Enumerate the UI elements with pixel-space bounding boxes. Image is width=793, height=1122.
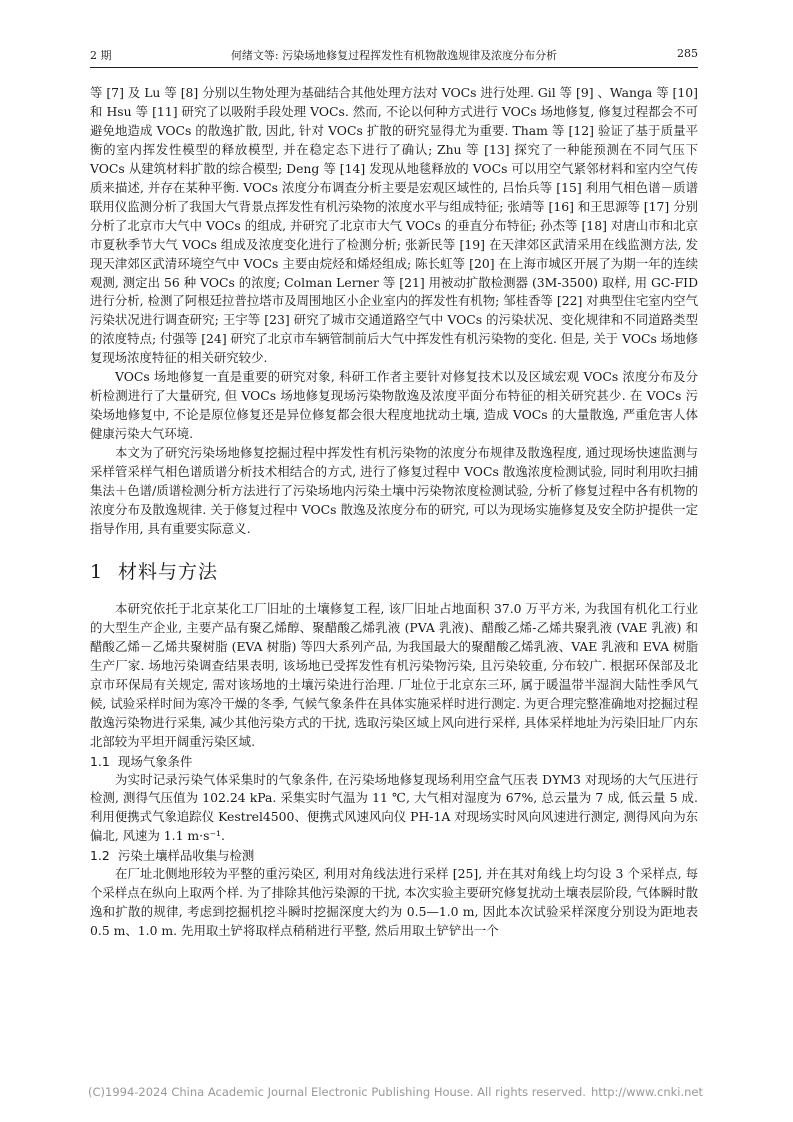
copyright-notice: (C)1994-2024 China Academic Journal Electronic Publishing House. All rights reserved. bbox=[88, 1085, 586, 1099]
paragraph-intro-3: 本文为了研究污染场地修复挖掘过程中挥发性有机污染物的浓度分布规律及散逸程度, 通过现场快速监测与采样管采样气相色谱质谱分析技术相结合的方式, 进行了修复过程中 VOCs 散逸浓度检测试验, 同时利用吹扫捕集法＋色谱/质谱检测分析方法进行了污染场地内污染土壤中污染物浓度检测试验, 分析了修复过程中各有机物的浓度分布及散逸规律. 关于修复过程中 VOCs 散逸及浓度分布的研究, 可以为现场实施修复及安全防护提供一定指导作用, 具有重要实际意义. bbox=[90, 445, 698, 536]
page-number: 285 bbox=[677, 47, 698, 60]
paragraph-methods-1: 本研究依托于北京某化工厂旧址的土壤修复工程, 该厂旧址占地面积 37.0 万平方米, 为我国有机化工行业的大型生产企业, 主要产品有聚乙烯醇、聚醋酸乙烯乳液 (PVA 乳液)、醋酸乙烯-乙烯共聚乳液 (VAE 乳液) 和醋酸乙烯－乙烯共聚树脂 (EVA 树脂) 等四大系列产品, 为我国最大的聚醋酸乙烯乳液、VAE 乳液和 EVA 树脂生产厂家. 场地污染调查结果表明, 该场地已受挥发性有机污染物污染, 且污染较重, 分布较广. 根据环保部及北京市环保局有关规定, 需对该场地的土壤污染进行治理. 厂址位于北京东三环, 属于暖温带半湿润大陆性季风气候, 试验采样时间为寒冷干燥的冬季, 气候气象条件在具体实施采样时进行测定. 为更合理完整准确地对挖掘过程散逸污染物进行采集, 减少其他污染方式的干扰, 选取污染区域上风向进行采样, 具体采样地址为污染旧址厂内东北部较为平坦开阔重污染区域. bbox=[90, 600, 698, 749]
subsection-heading-1-1 bbox=[90, 752, 698, 771]
running-header bbox=[90, 47, 698, 63]
subsection-number: 1.1 bbox=[90, 753, 110, 769]
paragraph-intro-2: VOCs 场地修复一直是重要的研究对象, 科研工作者主要针对修复技术以及区域宏观 VOCs 浓度分布及分析检测进行了大量研究, 但 VOCs 场地修复现场污染物散逸及浓度平面分布特征的相关研究甚少. 在 VOCs 污染场地修复中, 不论是原位修复还是异位修复都会很大程度地扰动土壤, 造成 VOCs 的大量散逸, 严重危害人体健康污染大气环境. bbox=[90, 369, 698, 442]
footer-link[interactable]: http://www.cnki.net bbox=[590, 1085, 703, 1099]
subsection-title: 污染土壤样品收集与检测 bbox=[118, 848, 255, 864]
section-heading-1 bbox=[90, 557, 698, 584]
paragraph-sampling: 在厂址北侧地形较为平整的重污染区, 利用对角线法进行采样 [25], 并在其对角线上均匀设 3 个采样点, 每个采样点在纵向上取两个样. 为了排除其他污染源的干扰, 本次实验主要研究修复扰动土壤表层阶段, 气体瞬时散逸和扩散的规律, 考虑到挖掘机挖斗瞬时挖掘深度大约为 0.5—1.0 m, 因此本次试验采样深度分别设为距地表 0.5 m、1.0 m. 先用取土铲将取样点稍稍进行平整, 然后用取土铲铲出一个 bbox=[90, 866, 698, 939]
subsection-title: 现场气象条件 bbox=[118, 753, 193, 769]
section-number: 1 bbox=[90, 560, 104, 583]
paragraph-weather: 为实时记录污染气体采集时的气象条件, 在污染场地修复现场利用空盒气压表 DYM3 对现场的大气压进行检测, 测得气压值为 102.24 kPa. 采集实时气温为 11 ℃, 大气相对湿度为 67%, 总云量为 7 成, 低云量 5 成. 利用便携式气象追踪仪 Kestrel4500、便携式风速风向仪 PH-1A 对现场实时风向风速进行测定, 测得风向为东偏北, 风速为 1.1 m·s⁻¹. bbox=[90, 771, 698, 844]
subsection-heading-1-2 bbox=[90, 846, 698, 865]
header-rule bbox=[90, 67, 698, 68]
article-body bbox=[90, 84, 698, 941]
paragraph-intro-1: 等 [7] 及 Lu 等 [8] 分别以生物处理为基础结合其他处理方法对 VOCs 进行处理. Gil 等 [9] 、Wanga 等 [10] 和 Hsu 等 [11] 研究了以吸附手段处理 VOCs. 然而, 不论以何种方式进行 VOCs 场地修复, 修复过程都会不可避免地造成 VOCs 的散逸扩散, 因此, 针对 VOCs 扩散的研究显得尤为重要. Tham 等 [12] 验证了基于质量平衡的室内挥发性模型的释放模型, 并在稳定态下进行了确认; Zhu 等 [13] 探究了一种能预测在不同气压下 VOCs 从建筑材料扩散的综合模型; Deng 等 [14] 发现从地毯释放的 VOCs 可以用空气紧邻材料和室内空气传质来描述, 并存在某种平衡. VOCs 浓度分布调查分析主要是宏观区域性的, 吕怡兵等 [15] 利用气相色谱－质谱联用仪监测分析了我国大气背景点挥发性有机污染物的浓度水平与组成特征; 张靖等 [16] 和王思源等 [17] 分别分析了北京市大气中 VOCs 的组成, 并研究了北京市大气 VOCs 的垂直分布特征; 孙杰等 [18] 对唐山市和北京市夏秋季节大气 VOCs 组成及浓度变化进行了检测分析; 张新民等 [19] 在天津郊区武清采用在线监测方法, 发现天津郊区武清环境空气中 VOCs 主要由烷烃和烯烃组成; 陈长虹等 [20] 在上海市城区开展了为期一年的连续观测, 测定出 56 种 VOCs 的浓度; Colman Lerner 等 [21] 用被动扩散检测器 (3M-3500) 取样, 用 GC-FID 进行分析, 检测了阿根廷拉普拉塔市及周围地区小企业室内的挥发性有机物; 邹桂香等 [22] 对典型住宅室内空气污染状况进行调查研究; 王宇等 [23] 研究了城市交通道路空气中 VOCs 的污染状况、变化规律和不同道路类型的浓度特点; 付强等 [24] 研究了北京市车辆管制前后大气中挥发性有机污染物的变化. 但是, 关于 VOCs 场地修复现场浓度特征的相关研究较少. bbox=[90, 85, 698, 366]
page-footer bbox=[88, 1085, 703, 1099]
section-title: 材料与方法 bbox=[118, 560, 219, 583]
running-title: 何绪文等: 污染场地修复过程挥发性有机物散逸规律及浓度分布分析 bbox=[230, 49, 558, 62]
issue-label: 2 期 bbox=[90, 49, 112, 62]
subsection-number: 1.2 bbox=[90, 848, 110, 864]
